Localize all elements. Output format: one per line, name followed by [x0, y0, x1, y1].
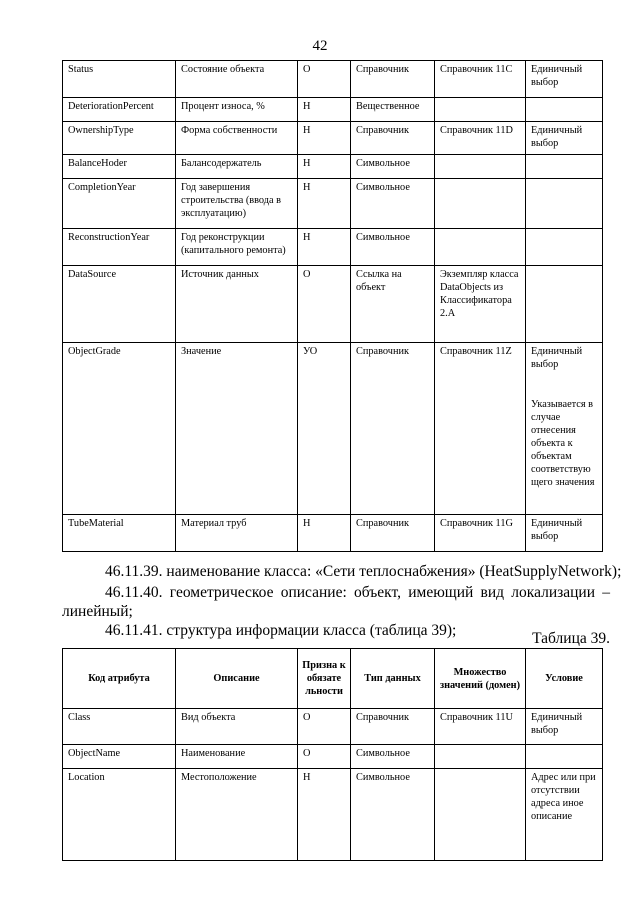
- table-row: [63, 343, 603, 515]
- attribute-condition: [526, 98, 603, 122]
- attribute-description: Источник данных: [176, 266, 298, 343]
- header-code: Код атрибута: [63, 649, 176, 709]
- attribute-condition: Единичный выбор: [526, 61, 603, 98]
- attribute-required-flag: О: [298, 61, 351, 98]
- table-row: [63, 98, 603, 122]
- table-header-row: [63, 649, 603, 709]
- table-row: [63, 122, 603, 155]
- attribute-code: DeteriorationPercent: [63, 98, 176, 122]
- attribute-domain: [435, 155, 526, 179]
- attribute-condition: [526, 745, 603, 769]
- table-row: [63, 155, 603, 179]
- condition-text: Единичный выбор: [531, 346, 583, 370]
- paragraph-structure: 46.11.41. структура информации класса (таблица 39);: [105, 622, 457, 639]
- paragraph-geometry: 46.11.40. геометрическое описание: объект, имеющий вид локализации –: [105, 584, 610, 601]
- attribute-data-type: Справочник: [351, 61, 435, 98]
- attribute-required-flag: О: [298, 266, 351, 343]
- attribute-description: Год завершения строительства (ввода в эксплуатацию): [176, 179, 298, 229]
- attribute-required-flag: УО: [298, 343, 351, 515]
- attribute-description: Наименование: [176, 745, 298, 769]
- attribute-condition: [526, 179, 603, 229]
- attribute-domain: Экземпляр класса DataObjects из Классификатора 2.А: [435, 266, 526, 343]
- attribute-condition: Единичный выбор: [526, 515, 603, 552]
- attribute-code: Location: [63, 769, 176, 861]
- attribute-domain: [435, 179, 526, 229]
- header-data-type: Тип данных: [351, 649, 435, 709]
- attribute-code: TubeMaterial: [63, 515, 176, 552]
- attribute-description: Вид объекта: [176, 709, 298, 745]
- attribute-domain: [435, 769, 526, 861]
- attribute-data-type: Символьное: [351, 179, 435, 229]
- attribute-required-flag: Н: [298, 122, 351, 155]
- attribute-data-type: Символьное: [351, 769, 435, 861]
- attribute-description: Значение: [176, 343, 298, 515]
- condition-note: Указывается в случае отнесения объекта к объектам соответствую щего значения: [531, 399, 595, 488]
- table-row: [63, 515, 603, 552]
- attribute-required-flag: О: [298, 709, 351, 745]
- attribute-required-flag: Н: [298, 769, 351, 861]
- header-description: Описание: [176, 649, 298, 709]
- attribute-code: Status: [63, 61, 176, 98]
- header-domain: Множество значений (домен): [435, 649, 526, 709]
- attribute-code: ObjectGrade: [63, 343, 176, 515]
- attribute-condition: [526, 266, 603, 343]
- attribute-code: DataSource: [63, 266, 176, 343]
- attribute-code: ObjectName: [63, 745, 176, 769]
- attribute-required-flag: Н: [298, 179, 351, 229]
- attribute-description: Местоположение: [176, 769, 298, 861]
- attribute-code: OwnershipType: [63, 122, 176, 155]
- attribute-data-type: Справочник: [351, 343, 435, 515]
- attributes-table-continued: [62, 60, 603, 552]
- attribute-data-type: Ссылка на объект: [351, 266, 435, 343]
- table-row: [63, 61, 603, 98]
- table-row: [63, 769, 603, 861]
- table-caption: Таблица 39.: [532, 630, 610, 647]
- attribute-domain: Справочник 11G: [435, 515, 526, 552]
- paragraph-class-name: 46.11.39. наименование класса: «Сети теплоснабжения» (HeatSupplyNetwork);: [105, 563, 622, 580]
- attribute-domain: Справочник 11С: [435, 61, 526, 98]
- attribute-data-type: Справочник: [351, 515, 435, 552]
- attribute-data-type: Символьное: [351, 229, 435, 266]
- table-row: [63, 179, 603, 229]
- attribute-domain: [435, 745, 526, 769]
- attribute-required-flag: Н: [298, 155, 351, 179]
- attribute-domain: [435, 98, 526, 122]
- attribute-code: BalanceHoder: [63, 155, 176, 179]
- attribute-condition: [526, 155, 603, 179]
- attribute-description: Процент износа, %: [176, 98, 298, 122]
- page-number: 42: [312, 38, 328, 54]
- table-row: [63, 709, 603, 745]
- attribute-data-type: Справочник: [351, 122, 435, 155]
- paragraph-geometry-continued: линейный;: [62, 603, 133, 620]
- attribute-description: Балансодержатель: [176, 155, 298, 179]
- attribute-condition: [526, 229, 603, 266]
- attribute-code: Class: [63, 709, 176, 745]
- attribute-domain: Справочник 11D: [435, 122, 526, 155]
- attribute-condition: Единичный выбор: [526, 709, 603, 745]
- attribute-code: CompletionYear: [63, 179, 176, 229]
- attribute-data-type: Справочник: [351, 709, 435, 745]
- attribute-description: Материал труб: [176, 515, 298, 552]
- attribute-data-type: Символьное: [351, 745, 435, 769]
- table-row: [63, 745, 603, 769]
- table-row: [63, 266, 603, 343]
- attribute-description: Состояние объекта: [176, 61, 298, 98]
- attribute-condition: [526, 343, 603, 515]
- attribute-condition: Единичный выбор: [526, 122, 603, 155]
- attributes-table-39: [62, 648, 603, 861]
- attribute-domain: Справочник 11Z: [435, 343, 526, 515]
- attribute-code: ReconstructionYear: [63, 229, 176, 266]
- attribute-required-flag: Н: [298, 98, 351, 122]
- table-row: [63, 229, 603, 266]
- attribute-condition: Адрес или при отсутствии адреса иное описание: [526, 769, 603, 861]
- attribute-data-type: Вещественное: [351, 98, 435, 122]
- header-condition: Условие: [526, 649, 603, 709]
- header-required-flag: Призна к обязате льности: [298, 649, 351, 709]
- attribute-domain: Справочник 11U: [435, 709, 526, 745]
- attribute-required-flag: Н: [298, 515, 351, 552]
- attribute-data-type: Символьное: [351, 155, 435, 179]
- attribute-required-flag: О: [298, 745, 351, 769]
- attribute-required-flag: Н: [298, 229, 351, 266]
- attribute-description: Форма собственности: [176, 122, 298, 155]
- attribute-domain: [435, 229, 526, 266]
- attribute-description: Год реконструкции (капитального ремонта): [176, 229, 298, 266]
